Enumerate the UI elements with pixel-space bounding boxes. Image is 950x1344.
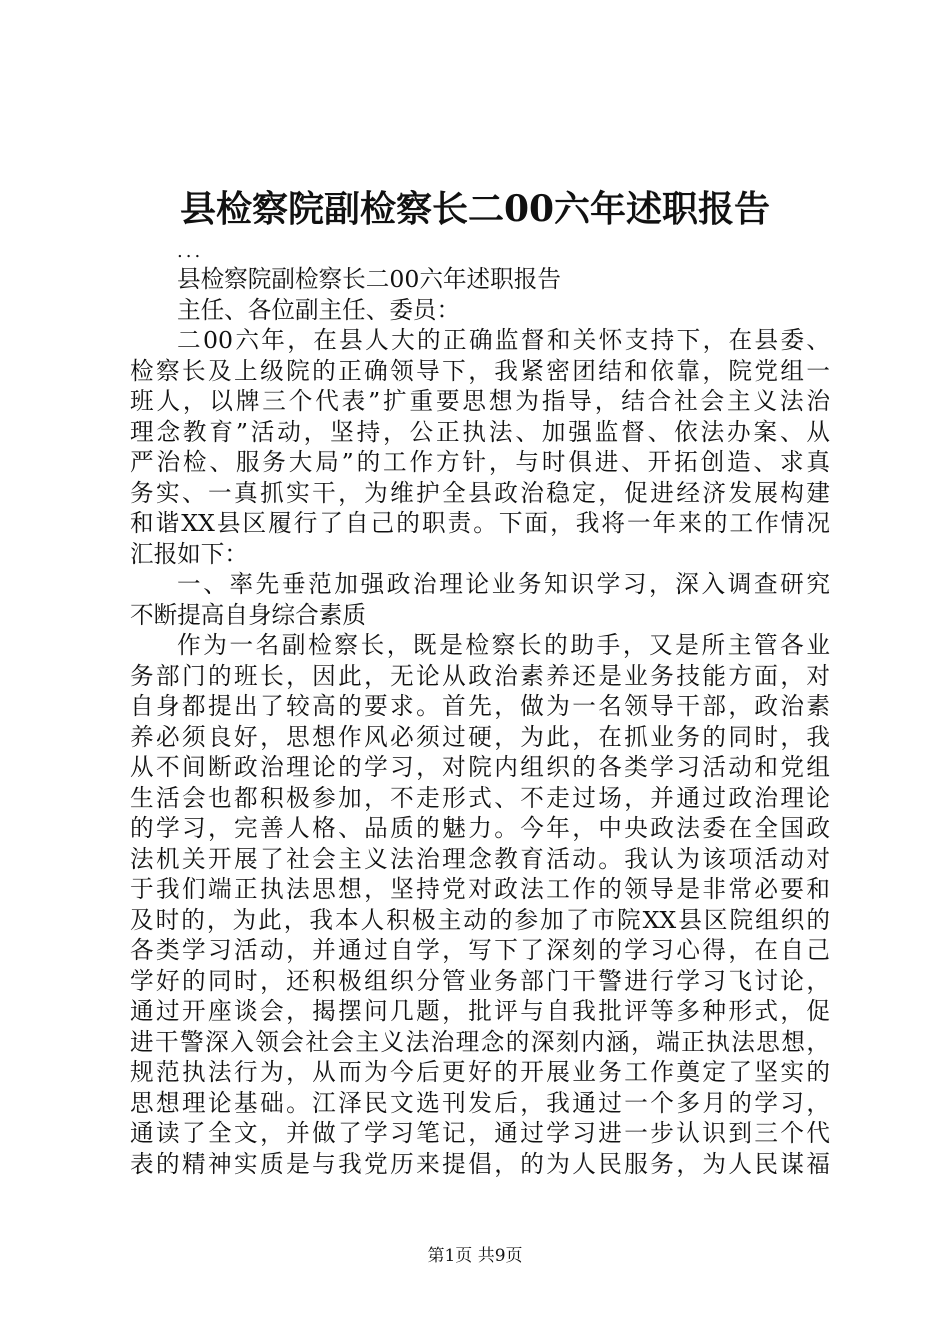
paragraph-lines xyxy=(130,264,830,1179)
text-line: 养必须良好，思想作风必须过硬，为此，在抓业务的同时，我 xyxy=(130,722,830,751)
text-line: 及时的，为此，我本人积极主动的参加了市院XX县区院组织的 xyxy=(130,905,830,934)
text-line: 主任、各位副主任、委员： xyxy=(177,295,461,324)
text-line: 规范执法行为，从而为今后更好的开展业务工作奠定了坚实的 xyxy=(130,1058,830,1086)
text-line: 严治检、服务大局”的工作方针，与时俱进、开拓创造、求真 xyxy=(130,448,830,476)
text-line: 务实、一真抓实干，为维护全县政治稳定，促进经济发展构建 xyxy=(130,478,830,507)
ellipsis-marker: ... xyxy=(177,241,204,262)
text-line: 通读了全文，并做了学习笔记，通过学习进一步认识到三个代 xyxy=(130,1119,830,1147)
text-line: 各类学习活动，并通过自学，写下了深刻的学习心得，在自己 xyxy=(130,936,830,964)
document-title: 县检察院副检察长二00六年述职报告 xyxy=(179,188,771,230)
text-line: 务部门的班长，因此，无论从政治素养还是业务技能方面，对 xyxy=(130,661,830,690)
text-line: 不断提高自身综合素质 xyxy=(130,600,366,629)
text-line: 于我们端正执法思想，坚持党对政法工作的领导是非常必要和 xyxy=(130,875,830,903)
text-line: 学好的同时，还积极组织分管业务部门干警进行学习飞讨论， xyxy=(130,966,830,995)
text-line: 检察长及上级院的正确领导下，我紧密团结和依靠，院党组一 xyxy=(130,356,830,385)
text-line: 进干警深入领会社会主义法治理念的深刻内涵，端正执法思想， xyxy=(130,1027,830,1056)
text-line: 思想理论基础。江泽民文选刊发后，我通过一个多月的学习， xyxy=(130,1088,830,1117)
text-line: 从不间断政治理论的学习，对院内组织的各类学习活动和党组 xyxy=(130,753,830,781)
text-line: 二00六年，在县人大的正确监督和关怀支持下，在县委、 xyxy=(177,326,830,354)
text-line: 通过开座谈会，揭摆问几题，批评与自我批评等多种形式，促 xyxy=(130,997,830,1025)
text-line: 自身都提出了较高的要求。首先，做为一名领导干部，政治素 xyxy=(130,692,830,720)
text-line: 作为一名副检察长，既是检察长的助手，又是所主管各业 xyxy=(177,631,830,659)
page-number-footer: 第1页 共9页 xyxy=(427,1246,523,1266)
text-line: 生活会也都积极参加，不走形式、不走过场，并通过政治理论 xyxy=(130,783,830,812)
document-body xyxy=(130,240,830,1179)
text-line: 和谐XX县区履行了自己的职责。下面，我将一年来的工作情况 xyxy=(130,509,830,537)
text-line: 的学习，完善人格、品质的魅力。今年，中央政法委在全国政 xyxy=(130,814,830,842)
text-line: 表的精神实质是与我党历来提倡，的为人民服务，为人民谋福 xyxy=(130,1149,830,1178)
text-line: 县检察院副检察长二00六年述职报告 xyxy=(177,265,561,293)
text-line: 班人，以牌三个代表”扩重要思想为指导，结合社会主义法治 xyxy=(130,387,830,415)
text-line: 法机关开展了社会主义法治理念教育活动。我认为该项活动对 xyxy=(130,844,830,873)
text-line: 一、率先垂范加强政治理论业务知识学习，深入调查研究 xyxy=(177,570,830,598)
text-line: 汇报如下： xyxy=(130,539,248,568)
text-line: 理念教育”活动，坚持，公正执法、加强监督、依法办案、从 xyxy=(130,417,830,446)
